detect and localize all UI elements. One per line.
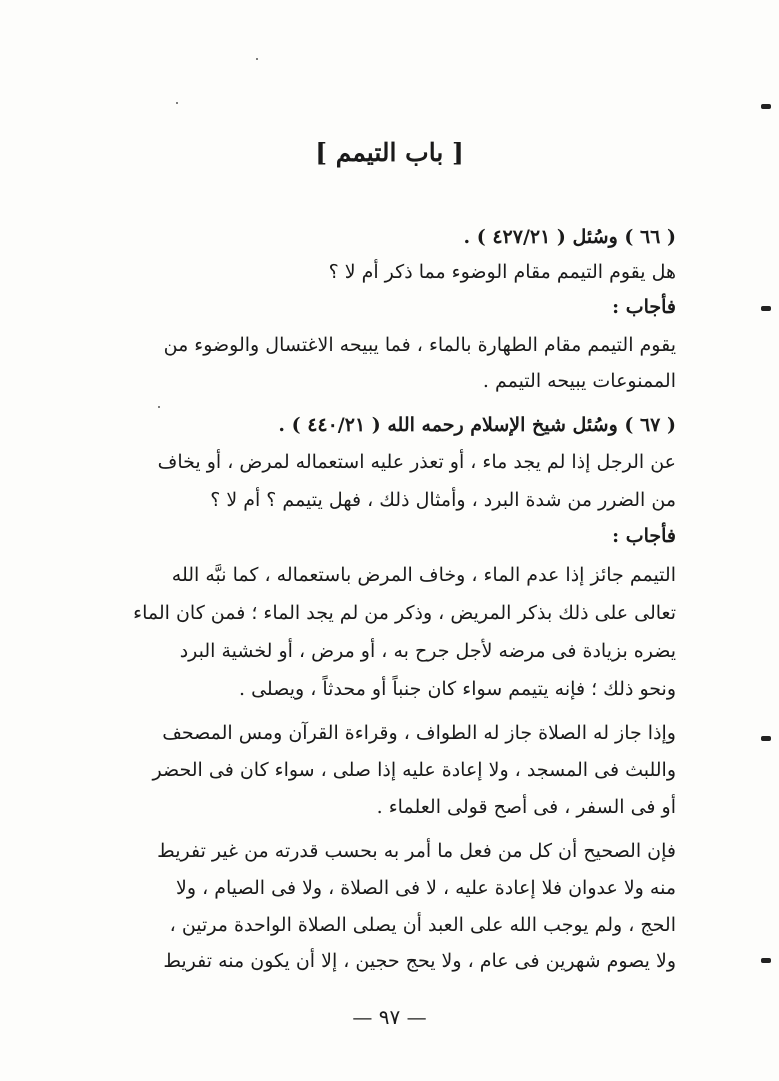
chapter-title: [ باب التيمم ] [315, 138, 464, 167]
answer-67-line-2: تعالى على ذلك بذكر المريض ، وذكر من لم يجد الماء ؛ فمن كان الماء [133, 602, 676, 624]
question-67-line-2: من الضرر من شدة البرد ، وأمثال ذلك ، فهل يتيمم ؟ أم لا ؟ [210, 489, 676, 511]
answer-67-line-6: واللبث فى المسجد ، ولا إعادة عليه إذا صلى ، سواء كان فى الحضر [152, 759, 676, 781]
answer-66-line-1: يقوم التيمم مقام الطهارة بالماء ، فما يبيحه الاغتسال والوضوء من [163, 334, 676, 356]
scan-speck [158, 406, 160, 408]
question-header-67: ( ٦٧ ) وسُئل شيخ الإسلام رحمه الله ( ٤٤٠/٢١ ) . [278, 414, 676, 436]
answer-67-line-4: ونحو ذلك ؛ فإنه يتيمم سواء كان جنباً أو محدثاً ، ويصلى . [239, 678, 676, 700]
scan-speck [176, 102, 178, 104]
answer-67-line-5: وإذا جاز له الصلاة جاز له الطواف ، وقراءة القرآن ومس المصحف [162, 722, 676, 744]
answer-67-line-7: أو فى السفر ، فى أصح قولى العلماء . [376, 796, 676, 818]
answer-label-66: فأجاب : [612, 296, 676, 318]
scan-margin-mark [761, 306, 771, 311]
scan-speck [256, 58, 258, 60]
answer-67-line-11: ولا يصوم شهرين فى عام ، ولا يحج حجين ، إلا أن يكون منه تفريط [163, 950, 676, 972]
body-text [133, 0, 676, 1081]
question-66: هل يقوم التيمم مقام الوضوء مما ذكر أم لا ؟ [328, 261, 676, 283]
question-67-line-1: عن الرجل إذا لم يجد ماء ، أو تعذر عليه استعماله لمرض ، أو يخاف [157, 451, 676, 473]
answer-67-line-10: الحج ، ولم يوجب الله على العبد أن يصلى الصلاة الواحدة مرتين ، [169, 914, 676, 936]
answer-67-line-3: يضره بزيادة فى مرضه لأجل جرح به ، أو مرض ، أو لخشية البرد [179, 640, 676, 662]
answer-67-line-9: منه ولا عدوان فلا إعادة عليه ، لا فى الصلاة ، ولا فى الصيام ، ولا [176, 877, 676, 899]
answer-66-line-2: الممنوعات يبيحه التيمم . [482, 370, 676, 392]
page-number: — ٩٧ — [352, 1005, 427, 1029]
question-header-66: ( ٦٦ ) وسُئل ( ٤٢٧/٢١ ) . [463, 226, 676, 248]
answer-67-line-1: التيمم جائز إذا عدم الماء ، وخاف المرض باستعماله ، كما نبَّه الله [171, 564, 676, 586]
scan-margin-mark [761, 736, 771, 741]
answer-67-line-8: فإن الصحيح أن كل من فعل ما أمر به بحسب قدرته من غير تفريط [157, 840, 676, 862]
answer-label-67: فأجاب : [612, 525, 676, 547]
scan-margin-mark [761, 104, 771, 109]
scan-margin-mark [761, 958, 771, 963]
